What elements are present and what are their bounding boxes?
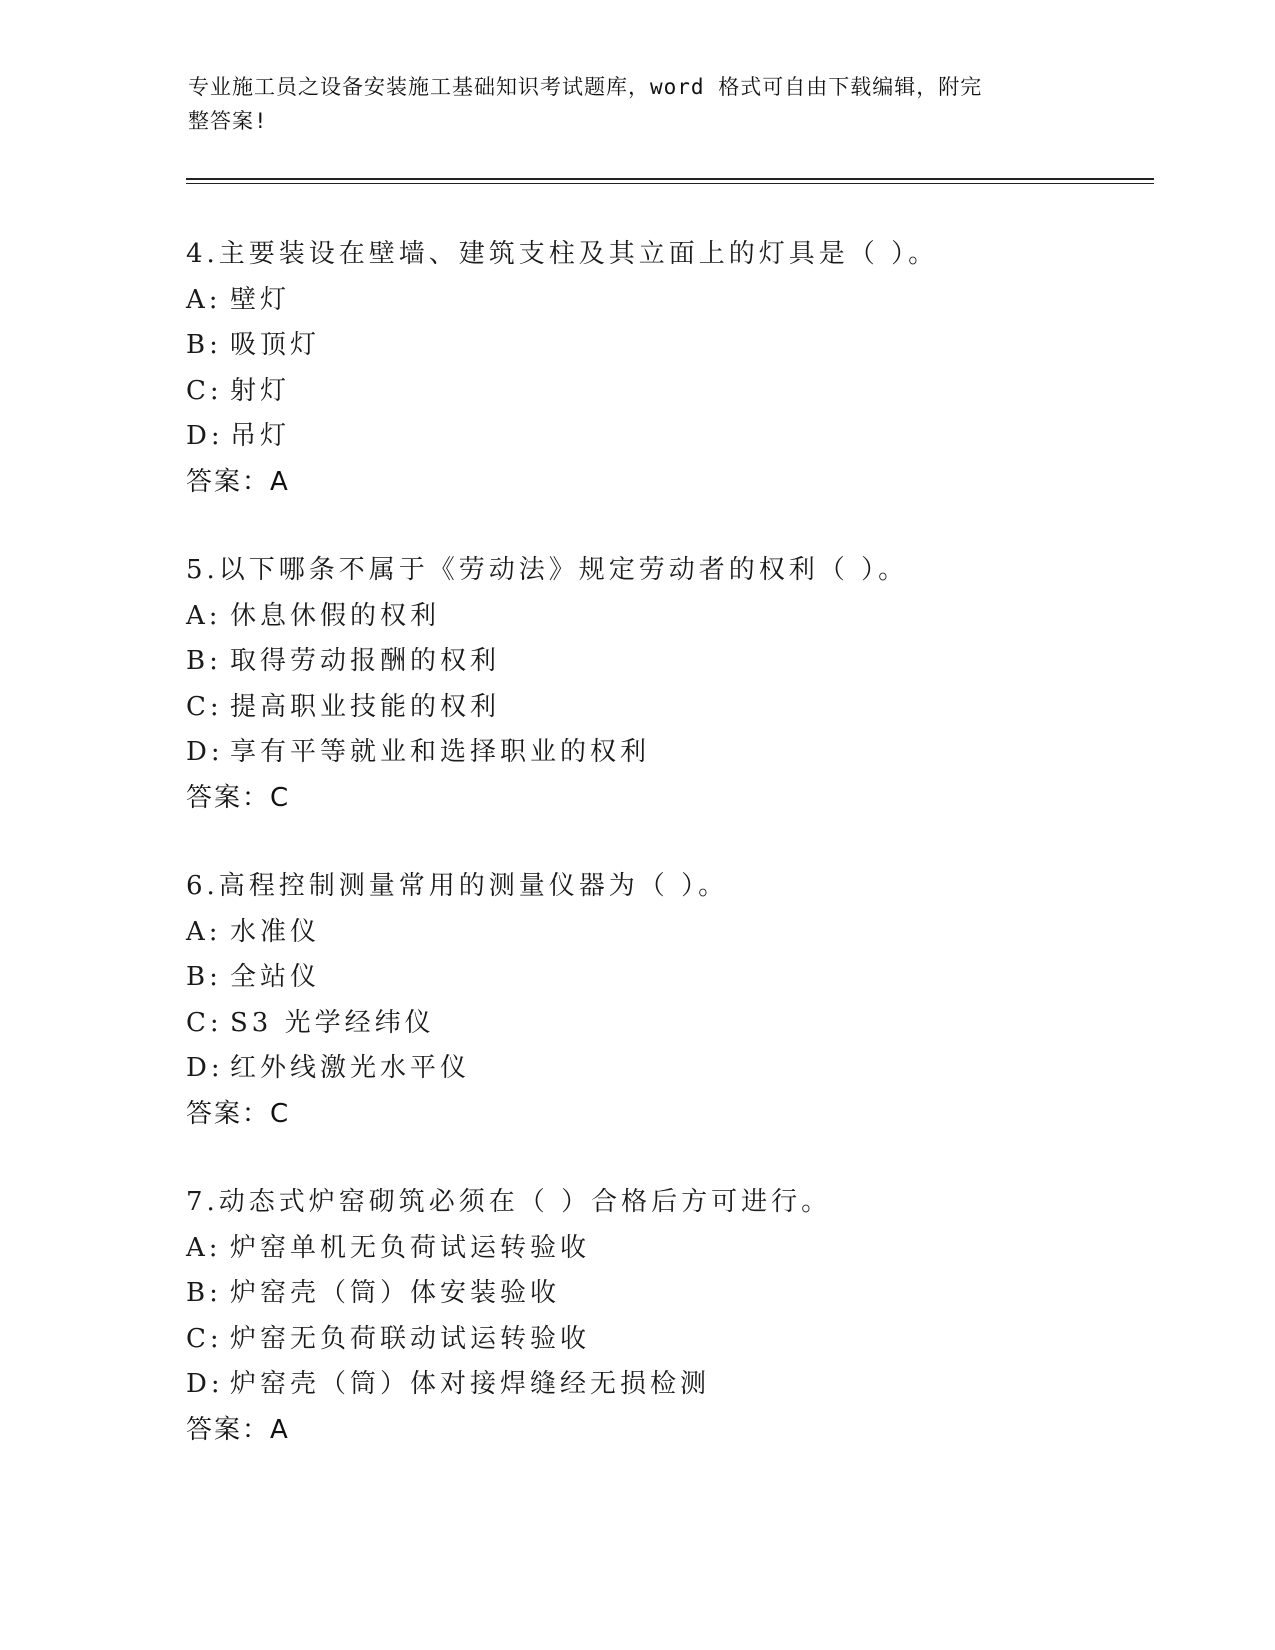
question-item [186,864,1166,1137]
option-key: C: [186,691,223,722]
option-key: B: [186,962,222,992]
option-text: S3 光学经纬仪 [230,1007,435,1038]
option-text: 壁灯 [230,284,291,315]
option-d [186,1362,1166,1408]
question-stem: 7.动态式炉窑砌筑必须在（ ）合格后方可进行。 [186,1187,832,1217]
question-stem: 5.以下哪条不属于《劳动法》规定劳动者的权利（ ）。 [186,555,909,585]
option-key: D: [186,421,224,451]
question-item [186,1180,1166,1453]
option-key: D: [186,1053,224,1083]
option-key: C: [186,1323,223,1354]
option-key: D: [186,737,224,767]
option-key: A: [186,916,222,947]
option-key: A: [186,600,222,631]
option-text: 吊灯 [230,421,291,451]
document-header [188,70,1068,138]
option-text: 射灯 [230,375,291,406]
option-a [186,278,1166,324]
option-d [186,730,1166,776]
option-c [186,685,1166,731]
option-text: 全站仪 [230,962,321,992]
option-a [186,910,1166,956]
option-key: C: [186,1007,223,1038]
answer-label: 答案：C [186,1098,291,1129]
option-key: B: [186,1278,222,1308]
answer-label: 答案：C [186,782,291,813]
option-c [186,1001,1166,1047]
option-a [186,1226,1166,1272]
question-stem: 4.主要装设在壁墙、建筑支柱及其立面上的灯具是（ ）。 [186,239,939,269]
option-key: A: [186,1232,222,1263]
question-item [186,548,1166,821]
option-text: 休息休假的权利 [230,600,441,631]
option-text: 炉窑单机无负荷试运转验收 [230,1232,591,1263]
question-item [186,232,1166,505]
option-d [186,414,1166,460]
question-list [186,232,1166,1496]
option-b [186,639,1166,685]
option-key: B: [186,646,222,676]
option-text: 吸顶灯 [230,330,321,360]
option-key: A: [186,284,222,315]
option-key: B: [186,330,222,360]
header-line-2: 整答案! [188,109,268,133]
question-stem: 6.高程控制测量常用的测量仪器为（ ）。 [186,871,729,901]
answer-label: 答案：A [186,466,290,497]
header-divider-bottom [186,183,1154,184]
option-d [186,1046,1166,1092]
option-b [186,955,1166,1001]
option-b [186,323,1166,369]
option-key: C: [186,375,223,406]
option-a [186,594,1166,640]
option-text: 水准仪 [230,916,321,947]
option-text: 炉窑无负荷联动试运转验收 [230,1323,591,1354]
option-key: D: [186,1369,224,1399]
answer-label: 答案：A [186,1414,290,1445]
option-text: 炉窑壳（筒）体对接焊缝经无损检测 [230,1369,711,1399]
option-text: 炉窑壳（筒）体安装验收 [230,1278,561,1308]
option-c [186,1317,1166,1363]
option-text: 提高职业技能的权利 [230,691,501,722]
option-text: 享有平等就业和选择职业的权利 [230,737,651,767]
option-b [186,1271,1166,1317]
option-c [186,369,1166,415]
option-text: 红外线激光水平仪 [230,1053,471,1083]
option-text: 取得劳动报酬的权利 [230,646,501,676]
header-divider-top [186,178,1154,180]
header-line-1: 专业施工员之设备安装施工基础知识考试题库，word 格式可自由下载编辑，附完 [188,75,983,99]
